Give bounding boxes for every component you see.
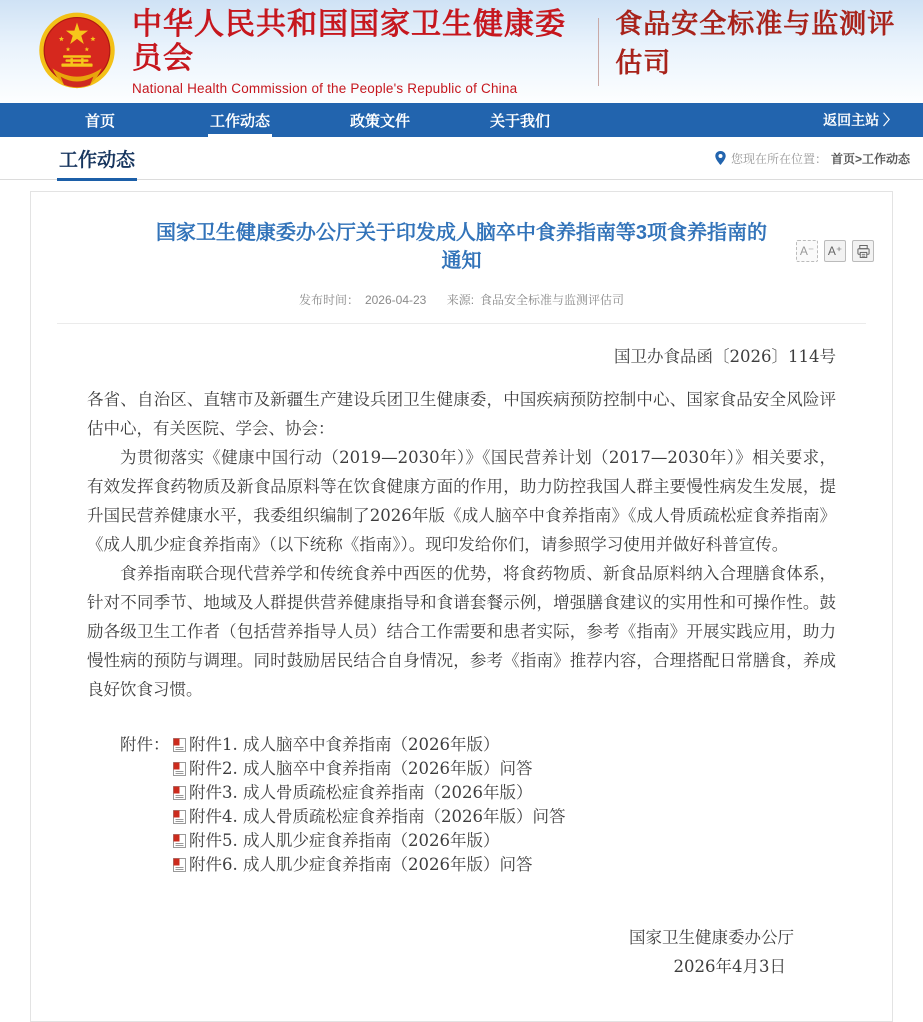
attachment-link-6[interactable] xyxy=(173,853,836,877)
paragraph-guidance: 食养指南联合现代营养学和传统食养中西医的优势，将食药物质、新食品原料纳入合理膳食体系，针对不同季节、地域及人群提供营养健康指导和食谱套餐示例，增强膳食建议的实用性和可操作性。鼓励各级卫生工作者（包括营养指导人员）结合工作需要和患者实际，参考《指南》开展实践应用，助力慢性病的预防与调理。同时鼓励居民结合自身情况，参考《指南》推荐内容，合理搭配日常膳食，养成良好饮食习惯。 xyxy=(87,564,836,699)
print-button[interactable] xyxy=(852,240,874,262)
source-label: 来源: xyxy=(446,293,475,307)
department-name: 食品安全标准与监测评估司 xyxy=(615,8,896,78)
document-file-icon xyxy=(173,834,186,848)
attachment-text: 附件4. 成人骨质疏松症食养指南（2026年版）问答 xyxy=(189,807,566,826)
nav-item-work-news[interactable]: 工作动态 xyxy=(170,103,310,137)
document-file-icon xyxy=(173,786,186,800)
attachment-link-2[interactable] xyxy=(173,757,836,781)
font-decrease-button[interactable]: A⁻ xyxy=(796,240,818,262)
site-header xyxy=(0,0,923,103)
document-file-icon xyxy=(173,858,186,872)
signature-block xyxy=(87,923,836,981)
page-section-title: 工作动态 xyxy=(57,136,137,180)
article-container xyxy=(30,191,893,1022)
document-number: 国卫办食品函〔2026〕114号 xyxy=(614,347,836,366)
attachments-label: 附件： xyxy=(120,735,170,754)
paragraph-recipients: 各省、自治区、直辖市及新疆生产建设兵团卫生健康委，中国疾病预防控制中心、国家食品安全风险评估中心，有关医院、学会、协会： xyxy=(87,390,836,438)
nav-item-about-us[interactable]: 关于我们 xyxy=(489,112,550,130)
document-file-icon xyxy=(173,738,186,752)
nav-item-policy-docs[interactable]: 政策文件 xyxy=(349,112,410,130)
breadcrumb-row xyxy=(0,137,923,180)
attachment-text: 附件2. 成人脑卒中食养指南（2026年版）问答 xyxy=(189,759,533,778)
attachment-link-1[interactable] xyxy=(173,733,836,757)
breadcrumb xyxy=(715,150,910,167)
signature-date: 2026年4月3日 xyxy=(673,957,786,976)
nav-items xyxy=(30,103,590,137)
back-to-main-site-link[interactable]: 返回主站 〉 xyxy=(823,112,897,128)
source-value: 食品安全标准与监测评估司 xyxy=(480,293,625,307)
attachments-list xyxy=(173,733,836,877)
attachment-text: 附件5. 成人肌少症食养指南（2026年版） xyxy=(189,831,500,850)
publish-date: 2026-04-23 xyxy=(364,293,427,307)
font-increase-button[interactable]: A⁺ xyxy=(824,240,846,262)
publish-time-label: 发布时间： xyxy=(298,293,359,307)
nav-item-home[interactable]: 首页 xyxy=(84,112,115,130)
article-meta xyxy=(57,291,866,308)
attachment-link-4[interactable] xyxy=(173,805,836,829)
breadcrumb-path[interactable]: 首页>工作动态 xyxy=(830,151,910,166)
document-file-icon xyxy=(173,762,186,776)
attachment-text: 附件3. 成人骨质疏松症食养指南（2026年版） xyxy=(189,783,533,802)
main-nav xyxy=(0,103,923,137)
location-pin-icon xyxy=(715,151,726,165)
attachment-link-5[interactable] xyxy=(173,829,836,853)
attachments-section xyxy=(120,733,836,877)
article-title: 国家卫生健康委办公厅关于印发成人脑卒中食养指南等3项食养指南的通知 xyxy=(155,222,768,272)
site-title-cn: 中华人民共和国国家卫生健康委员会 xyxy=(132,7,566,75)
attachment-text: 附件1. 成人脑卒中食养指南（2026年版） xyxy=(189,735,500,754)
paragraph-background: 为贯彻落实《健康中国行动（2019—2030年）》《国民营养计划（2017—2030年）》相关要求，有效发挥食药物质及新食品原料等在饮食健康方面的作用，助力防控我国人群主要慢性病发生发展，提升国民营养健康水平，我委组织编制了2026年版《成人脑卒中食养指南》《成人骨质疏松症食养指南》《成人肌少症食养指南》（以下统称《指南》）。现印发给你们，请参照学习使用并做好科普宣传。 xyxy=(87,448,836,554)
signature-org: 国家卫生健康委办公厅 xyxy=(629,928,794,947)
printer-icon xyxy=(857,245,870,258)
breadcrumb-location-label: 您现在所在位置： xyxy=(730,151,827,166)
site-title-en: National Health Commission of the People's Republic of China xyxy=(132,80,518,96)
header-divider xyxy=(598,18,599,86)
national-emblem-icon xyxy=(36,9,118,95)
article-toolbar xyxy=(796,240,874,262)
attachment-link-3[interactable] xyxy=(173,781,836,805)
document-file-icon xyxy=(173,810,186,824)
attachment-text: 附件6. 成人肌少症食养指南（2026年版）问答 xyxy=(189,855,533,874)
document-body xyxy=(57,324,866,981)
site-brand xyxy=(132,8,586,96)
